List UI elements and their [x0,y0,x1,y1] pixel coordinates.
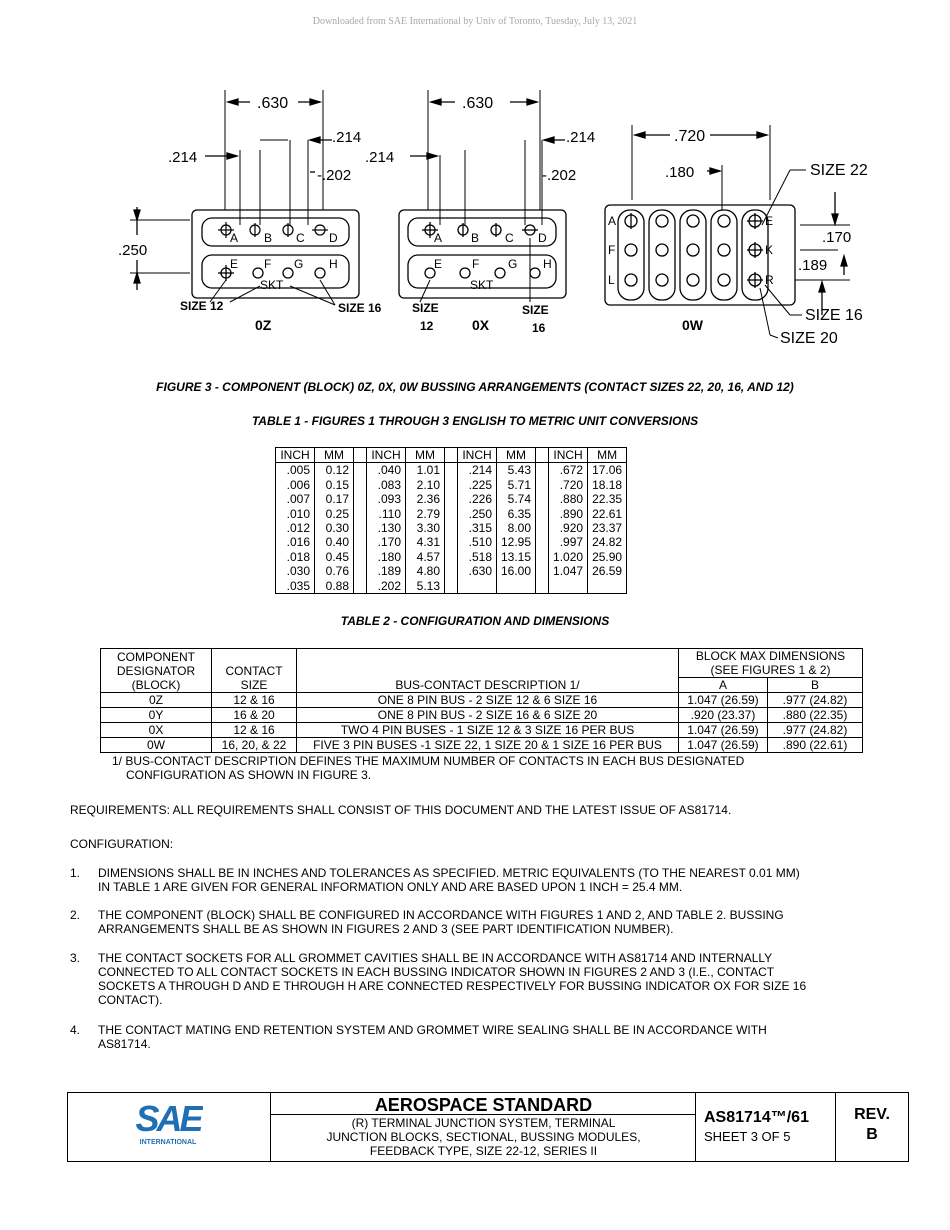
table1-cell: 4.80 [406,564,445,578]
table1-cell: 18.18 [588,478,627,492]
svg-text:.214: .214 [168,149,198,166]
table1-cell: .189 [367,564,406,578]
svg-text:.214: .214 [332,129,362,146]
gap [536,448,549,463]
svg-text:H: H [329,257,338,271]
header-contact-size: CONTACT SIZE [212,649,297,693]
table2-body [101,693,863,753]
gap [536,535,549,549]
item-line: CONNECTED TO ALL CONTACT SOCKETS IN EACH BUSSING INDICATOR SHOWN IN FIGURES 2 AND 3 (I.E., CONTACT [98,965,775,979]
table1-cell: .130 [367,521,406,535]
item-3 [70,951,850,1011]
table2-cell: TWO 4 PIN BUSES - 1 SIZE 12 & 3 SIZE 16 PER BUS [297,723,679,738]
svg-text:12: 12 [420,319,434,333]
gap [354,535,367,549]
footnote-line: CONFIGURATION AS SHOWN IN FIGURE 3. [126,768,372,782]
table1-row [276,579,627,594]
table1-cell: 0.76 [315,564,354,578]
table1-cell: 1.01 [406,463,445,478]
sae-logo-icon [133,1101,203,1147]
svg-text:.250: .250 [118,242,148,259]
table1-cell: 26.59 [588,564,627,578]
table1-cell: .083 [367,478,406,492]
svg-text:C: C [296,231,305,245]
table1-cell: .006 [276,478,315,492]
svg-text:E: E [230,257,239,271]
table1-cell: 0.25 [315,507,354,521]
table1-cell [458,579,497,594]
svg-text:D: D [538,231,547,245]
table1-cell: 0.17 [315,492,354,506]
gap [445,507,458,521]
table1-cell: 0.30 [315,521,354,535]
document-cell [696,1093,836,1161]
table1-cell: .170 [367,535,406,549]
table1-row [276,550,627,564]
svg-text:SIZE: SIZE [522,303,549,317]
svg-text:E: E [765,214,774,228]
gap [445,535,458,549]
table2-row [101,693,863,708]
table1-cell: .720 [549,478,588,492]
svg-text:H: H [543,257,552,271]
gap [536,478,549,492]
svg-text:-.202: -.202 [317,167,352,184]
table1-row [276,492,627,506]
svg-text:K: K [765,243,774,257]
header-cell: MM [588,448,627,463]
table1-cell: .035 [276,579,315,594]
table2-cell: .920 (23.37) [679,708,768,723]
svg-text:.214: .214 [566,129,596,146]
download-watermark: Downloaded from SAE International by Univ of Toronto, Tuesday, July 13, 2021 [312,16,638,27]
footnote-line: 1/ BUS-CONTACT DESCRIPTION DEFINES THE MAXIMUM NUMBER OF CONTACTS IN EACH BUS DESIGNATED [112,754,745,768]
table1-cell: .880 [549,492,588,506]
gap [445,448,458,463]
table2-cell: 0W [101,738,212,753]
table2-header-row [101,649,863,678]
header-cell: INCH [367,448,406,463]
item-number: 1. [70,866,81,880]
item-line: CONTACT). [98,993,163,1007]
header-cell: INCH [549,448,588,463]
table1-cell: 8.00 [497,521,536,535]
table1-cell: 22.61 [588,507,627,521]
item-number: 4. [70,1023,81,1037]
table2-cell: 1.047 (26.59) [679,693,768,708]
svg-text:.720: .720 [674,128,706,145]
gap [354,463,367,478]
table1-cell [549,579,588,594]
gap [354,507,367,521]
gap [536,521,549,535]
table1-cell: 5.13 [406,579,445,594]
table1-row [276,521,627,535]
table2-cell: .880 (22.35) [768,708,863,723]
header-cell: MM [315,448,354,463]
table1-cell: 2.79 [406,507,445,521]
table1-cell: 0.15 [315,478,354,492]
table2-footnote [112,754,812,782]
revision: REV. B [854,1106,890,1143]
table2-title: TABLE 2 - CONFIGURATION AND DIMENSIONS [340,614,610,628]
table1-cell: 24.82 [588,535,627,549]
revision-cell [836,1093,908,1161]
svg-text:-.202: -.202 [542,167,577,184]
svg-text:SIZE 22: SIZE 22 [810,162,868,179]
table1-cell: .005 [276,463,315,478]
table1-cell: .226 [458,492,497,506]
table2-configuration [100,648,863,753]
table1-cell: 5.43 [497,463,536,478]
header-a: A [679,678,768,693]
table2-row [101,738,863,753]
table1-cell: 0.45 [315,550,354,564]
table1-cell: 23.37 [588,521,627,535]
svg-text:.630: .630 [257,95,289,112]
table2-cell: 0Y [101,708,212,723]
table1-cell: 1.020 [549,550,588,564]
table1-cell [588,579,627,594]
table2-cell: 0Z [101,693,212,708]
table1-cell: 0.40 [315,535,354,549]
gap [354,579,367,594]
configuration-heading: CONFIGURATION: [70,837,174,851]
gap [354,550,367,564]
table2-cell: ONE 8 PIN BUS - 2 SIZE 12 & 6 SIZE 16 [297,693,679,708]
item-line: THE CONTACT MATING END RETENTION SYSTEM AND GROMMET WIRE SEALING SHALL BE IN ACCORDANCE WITH [98,1023,767,1037]
gap [445,564,458,578]
gap [536,492,549,506]
table1-cell: .510 [458,535,497,549]
table2-cell: 16, 20, & 22 [212,738,297,753]
gap [445,579,458,594]
svg-text:.180: .180 [665,164,695,181]
table2-cell: .890 (22.61) [768,738,863,753]
svg-text:.170: .170 [822,229,852,246]
figure-3-drawing [110,80,910,370]
table1-row [276,535,627,549]
table1-cell: 4.57 [406,550,445,564]
svg-text:A: A [608,214,617,228]
svg-text:L: L [608,273,615,287]
table2-cell: 1.047 (26.59) [679,723,768,738]
title-cell [271,1093,696,1161]
svg-text:F: F [472,257,480,271]
table1-cell: 1.047 [549,564,588,578]
svg-text:16: 16 [532,321,546,335]
svg-text:B: B [264,231,273,245]
table1-row [276,507,627,521]
sae-logo-cell [68,1093,271,1161]
svg-text:E: E [434,257,443,271]
svg-text:INTERNATIONAL: INTERNATIONAL [139,1139,197,1146]
svg-text:.214: .214 [365,149,395,166]
table2-cell: 0X [101,723,212,738]
table1-cell: .518 [458,550,497,564]
header-cell: INCH [458,448,497,463]
svg-text:SIZE 16: SIZE 16 [805,307,863,324]
svg-text:0W: 0W [682,317,703,333]
table1-cell: 5.74 [497,492,536,506]
table1-cell: 4.31 [406,535,445,549]
svg-text:F: F [264,257,272,271]
table1-cell: .110 [367,507,406,521]
svg-text:SIZE: SIZE [412,301,439,315]
table1-cell: 17.06 [588,463,627,478]
table2-cell: .977 (24.82) [768,693,863,708]
gap [445,492,458,506]
svg-text:0Z: 0Z [255,317,272,333]
svg-text:F: F [608,243,616,257]
item-number: 2. [70,908,81,922]
svg-text:G: G [294,257,304,271]
item-line: THE CONTACT SOCKETS FOR ALL GROMMET CAVITIES SHALL BE IN ACCORDANCE WITH AS81714 AND INTERNALLY [98,951,773,965]
gap [536,579,549,594]
table2-cell: .977 (24.82) [768,723,863,738]
table1-cell: .250 [458,507,497,521]
block-0x [365,90,595,335]
header-cell: INCH [276,448,315,463]
table1-row [276,478,627,492]
table1-cell: 6.35 [497,507,536,521]
table1-cell: .202 [367,579,406,594]
svg-text:.189: .189 [798,257,828,274]
svg-text:SKT: SKT [260,278,284,292]
item-line: AS81714. [98,1037,151,1051]
table2-cell: 12 & 16 [212,693,297,708]
gap [445,521,458,535]
header-cell: MM [497,448,536,463]
table1-cell: 2.10 [406,478,445,492]
title-block [67,1092,909,1162]
svg-text:0X: 0X [472,317,490,333]
gap [536,550,549,564]
item-line: ARRANGEMENTS SHALL BE AS SHOWN IN FIGURES 2 AND 3 (SEE PART IDENTIFICATION NUMBER). [98,922,674,936]
table1-cell: .007 [276,492,315,506]
gap [536,463,549,478]
gap [354,521,367,535]
table1-cell: .997 [549,535,588,549]
gap [354,478,367,492]
gap [445,550,458,564]
header-b: B [768,678,863,693]
standard-subtitle: (R) TERMINAL JUNCTION SYSTEM, TERMINAL JUNCTION BLOCKS, SECTIONAL, BUSSING MODULES, FEEDBACK TYPE, SIZE 22-12, SERIES II [326,1116,641,1158]
table2-cell: FIVE 3 PIN BUSES -1 SIZE 22, 1 SIZE 20 & 1 SIZE 16 PER BUS [297,738,679,753]
table1-cell: 22.35 [588,492,627,506]
item-4 [70,1023,850,1053]
table1-title: TABLE 1 - FIGURES 1 THROUGH 3 ENGLISH TO METRIC UNIT CONVERSIONS [251,414,699,428]
document-number: AS81714™/61 [704,1109,809,1126]
gap [354,448,367,463]
svg-text:SAE: SAE [135,1101,201,1139]
table1-cell: .016 [276,535,315,549]
table1-cell: .180 [367,550,406,564]
header-component: COMPONENT DESIGNATOR (BLOCK) [101,649,212,693]
table2-row [101,708,863,723]
table1-cell: .630 [458,564,497,578]
item-line: SOCKETS A THROUGH D AND E THROUGH H ARE CONNECTED RESPECTIVELY FOR BUSSING INDICATOR OX FOR SIZE 16 [98,979,807,993]
svg-text:G: G [508,257,518,271]
standard-title: AEROSPACE STANDARD [271,1093,696,1115]
table2-row [101,723,863,738]
requirements: REQUIREMENTS: ALL REQUIREMENTS SHALL CONSIST OF THIS DOCUMENT AND THE LATEST ISSUE OF AS81714. [70,803,732,817]
table1-cell: .012 [276,521,315,535]
table1-cell: .030 [276,564,315,578]
table1-cell: .010 [276,507,315,521]
header-block-max: BLOCK MAX DIMENSIONS (SEE FIGURES 1 & 2) [679,649,863,678]
gap [445,478,458,492]
item-line: DIMENSIONS SHALL BE IN INCHES AND TOLERANCES AS SPECIFIED. METRIC EQUIVALENTS (TO THE NEAREST 0.01 MM) [98,866,800,880]
item-number: 3. [70,951,81,965]
gap [536,564,549,578]
table1-cell: 16.00 [497,564,536,578]
table1-cell: .672 [549,463,588,478]
table1-cell: .315 [458,521,497,535]
table2-cell: 16 & 20 [212,708,297,723]
header-description: BUS-CONTACT DESCRIPTION 1/ [297,649,679,693]
svg-text:.630: .630 [462,95,494,112]
table1-cell: 5.71 [497,478,536,492]
table1-cell: 2.36 [406,492,445,506]
sheet-number: SHEET 3 OF 5 [704,1129,791,1144]
svg-text:C: C [505,231,514,245]
table2-cell: 1.047 (26.59) [679,738,768,753]
table1-cell: .018 [276,550,315,564]
table1-cell: .040 [367,463,406,478]
table1-cell: .920 [549,521,588,535]
svg-text:SIZE 20: SIZE 20 [780,330,838,347]
item-1 [70,866,850,896]
header-cell: MM [406,448,445,463]
svg-text:B: B [471,231,480,245]
table1-cell: .214 [458,463,497,478]
table1-body [276,463,627,594]
table1-header [276,448,627,463]
table1-conversions [275,447,627,594]
svg-text:D: D [329,231,338,245]
table1-cell: .890 [549,507,588,521]
table1-cell: 3.30 [406,521,445,535]
item-line: THE COMPONENT (BLOCK) SHALL BE CONFIGURED IN ACCORDANCE WITH FIGURES 1 AND 2, AND TABLE 2. BUSSING [98,908,784,922]
svg-text:A: A [230,231,239,245]
table1-row [276,463,627,478]
svg-text:A: A [434,231,443,245]
svg-text:SIZE 12: SIZE 12 [180,299,224,313]
table1-row [276,564,627,578]
table1-cell: .093 [367,492,406,506]
item-line: IN TABLE 1 ARE GIVEN FOR GENERAL INFORMATION ONLY AND ARE BASED UPON 1 INCH = 25.4 MM. [98,880,683,894]
block-0z [118,90,382,333]
table1-cell: .225 [458,478,497,492]
table2-cell: 12 & 16 [212,723,297,738]
figure-caption: FIGURE 3 - COMPONENT (BLOCK) 0Z, 0X, 0W BUSSING ARRANGEMENTS (CONTACT SIZES 22, 20, 16, AND 12) [156,380,794,394]
item-2 [70,908,850,938]
svg-text:R: R [765,273,774,287]
table1-cell [497,579,536,594]
table1-cell: 0.88 [315,579,354,594]
table1-cell: 0.12 [315,463,354,478]
table1-cell: 13.15 [497,550,536,564]
gap [354,492,367,506]
gap [536,507,549,521]
table2-cell: ONE 8 PIN BUS - 2 SIZE 16 & 6 SIZE 20 [297,708,679,723]
svg-text:SKT: SKT [470,278,494,292]
gap [445,463,458,478]
table1-cell: 25.90 [588,550,627,564]
table1-cell: 12.95 [497,535,536,549]
block-0w [605,125,868,347]
gap [354,564,367,578]
svg-text:SIZE 16: SIZE 16 [338,301,382,315]
